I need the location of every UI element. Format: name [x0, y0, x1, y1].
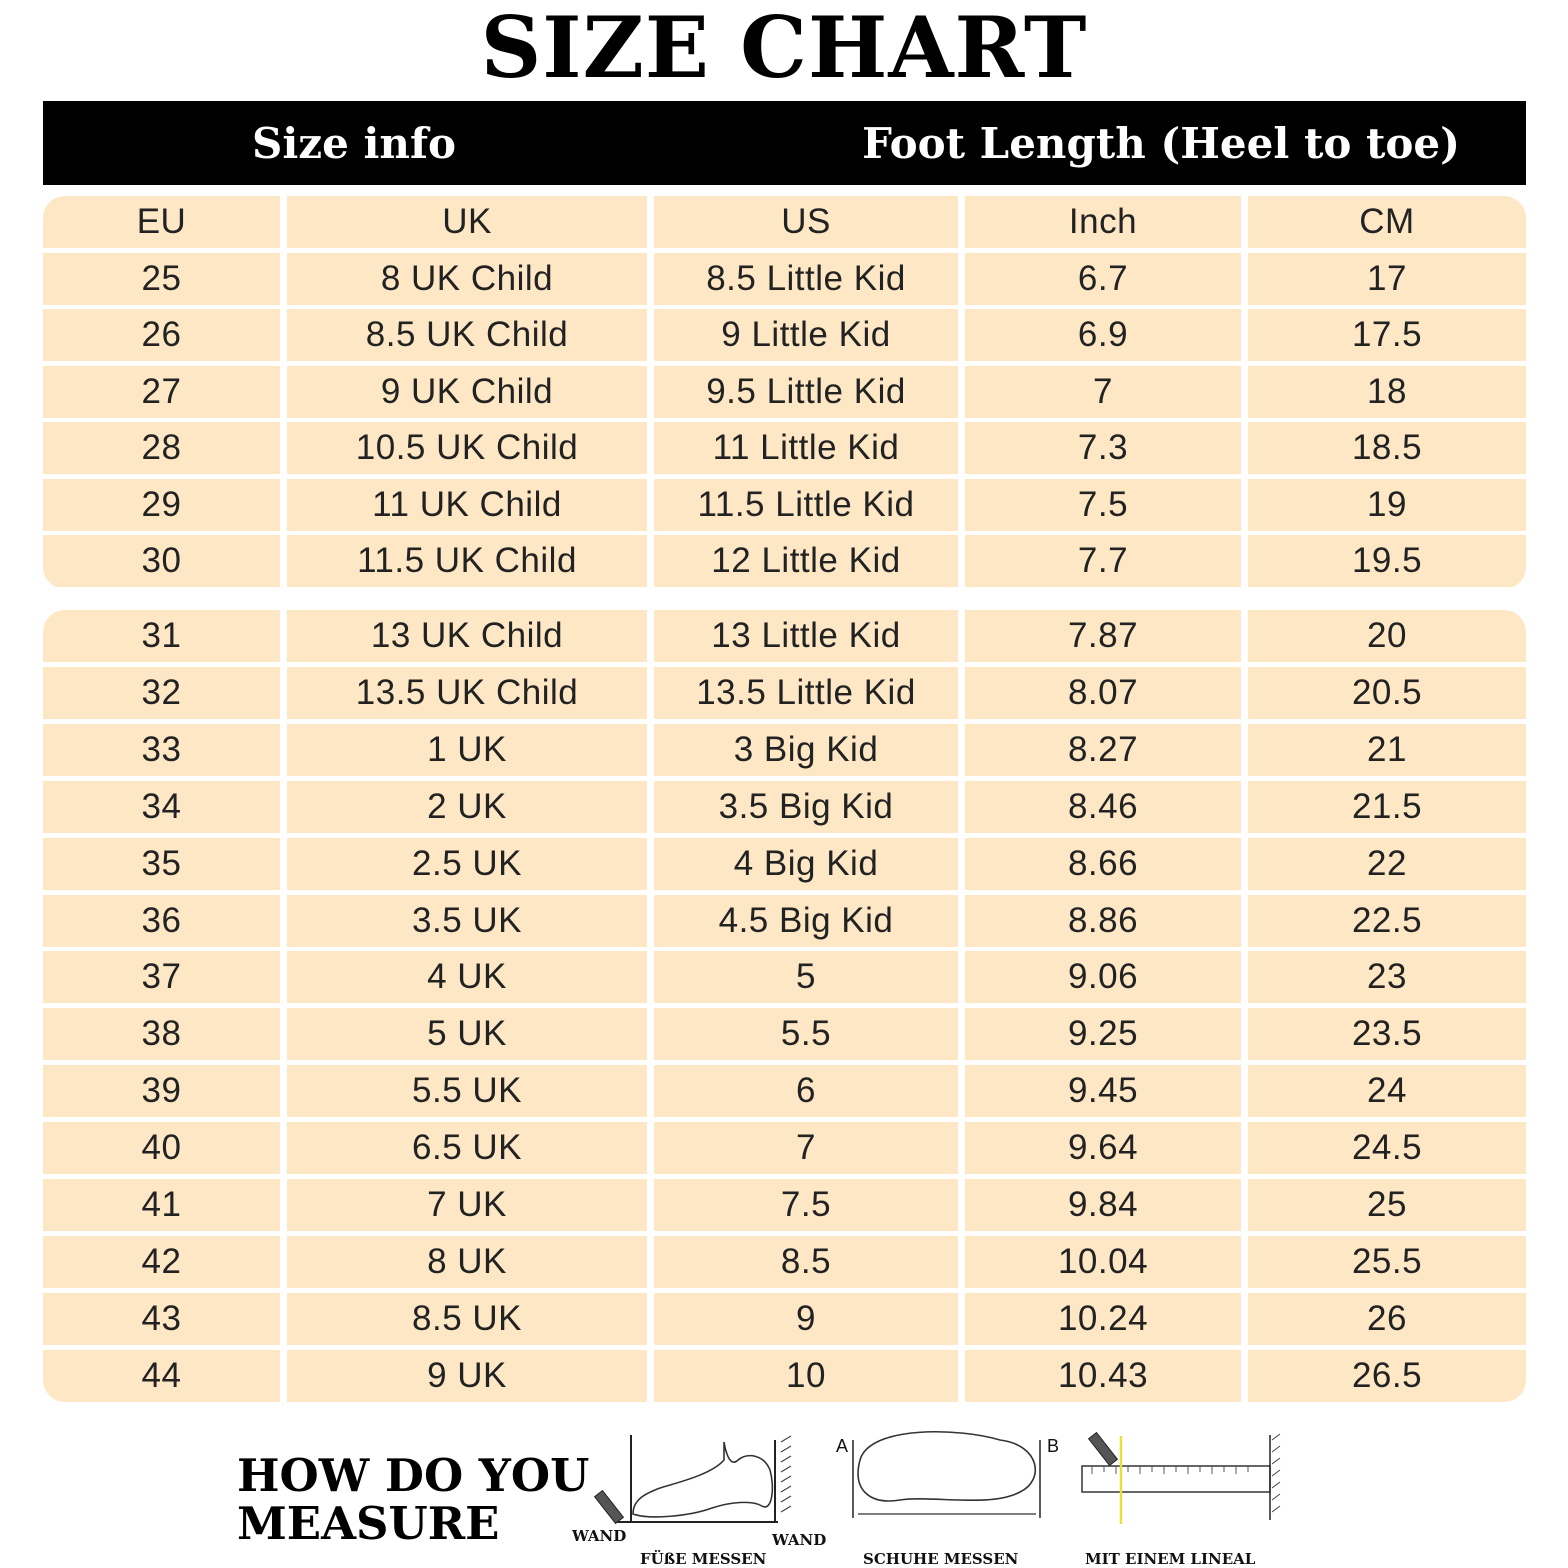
column-header-uk: UK [287, 196, 647, 248]
cell-eu: 33 [43, 724, 280, 776]
cell-inch: 9.45 [965, 1065, 1241, 1117]
step-measure-feet: FÜßE MESSEN [640, 1550, 767, 1568]
cell-cm: 24 [1248, 1065, 1526, 1117]
cell-uk: 5.5 UK [287, 1065, 647, 1117]
cell-uk: 11 UK Child [287, 479, 647, 531]
column-header-us: US [654, 196, 958, 248]
size-info-heading: Size info [252, 119, 457, 168]
cell-inch: 8.66 [965, 838, 1241, 890]
wall-label-left: WAND [572, 1527, 627, 1545]
cell-eu: 43 [43, 1293, 280, 1345]
cell-us: 13.5 Little Kid [654, 667, 958, 719]
cell-inch: 7.3 [965, 422, 1241, 474]
cell-uk: 2 UK [287, 781, 647, 833]
cell-us: 5.5 [654, 1008, 958, 1060]
cell-us: 6 [654, 1065, 958, 1117]
cell-cm: 17.5 [1248, 309, 1526, 361]
cell-eu: 29 [43, 479, 280, 531]
cell-eu: 38 [43, 1008, 280, 1060]
cell-us: 7.5 [654, 1179, 958, 1231]
foot-length-heading: Foot Length (Heel to toe) [862, 119, 1460, 168]
cell-cm: 26.5 [1248, 1350, 1526, 1402]
cell-inch: 10.04 [965, 1236, 1241, 1288]
how-to-measure-line-1: HOW DO YOU [237, 1449, 590, 1502]
cell-uk: 2.5 UK [287, 838, 647, 890]
cell-eu: 44 [43, 1350, 280, 1402]
cell-cm: 26 [1248, 1293, 1526, 1345]
cell-eu: 37 [43, 951, 280, 1003]
step-measure-ruler: MIT EINEM LINEAL [1085, 1550, 1256, 1568]
cell-uk: 1 UK [287, 724, 647, 776]
cell-us: 3 Big Kid [654, 724, 958, 776]
cell-eu: 27 [43, 366, 280, 418]
cell-eu: 35 [43, 838, 280, 890]
cell-us: 8.5 [654, 1236, 958, 1288]
measure-feet-diagram [595, 1435, 791, 1523]
cell-cm: 22 [1248, 838, 1526, 890]
cell-uk: 8 UK Child [287, 253, 647, 305]
step-measure-shoes: SCHUHE MESSEN [863, 1550, 1019, 1568]
cell-eu: 32 [43, 667, 280, 719]
cell-cm: 21.5 [1248, 781, 1526, 833]
cell-inch: 7.5 [965, 479, 1241, 531]
cell-inch: 9.64 [965, 1122, 1241, 1174]
cell-uk: 11.5 UK Child [287, 535, 647, 587]
cell-cm: 23 [1248, 951, 1526, 1003]
cell-cm: 20 [1248, 610, 1526, 662]
cell-inch: 9.84 [965, 1179, 1241, 1231]
cell-inch: 8.86 [965, 895, 1241, 947]
cell-eu: 26 [43, 309, 280, 361]
cell-uk: 7 UK [287, 1179, 647, 1231]
cell-inch: 8.07 [965, 667, 1241, 719]
column-header-cm: CM [1248, 196, 1526, 248]
cell-inch: 7.7 [965, 535, 1241, 587]
cell-uk: 5 UK [287, 1008, 647, 1060]
cell-cm: 24.5 [1248, 1122, 1526, 1174]
how-to-measure-line-2: MEASURE [237, 1497, 500, 1550]
cell-inch: 9.25 [965, 1008, 1241, 1060]
cell-inch: 10.43 [965, 1350, 1241, 1402]
cell-us: 9 [654, 1293, 958, 1345]
page-title: SIZE CHART [480, 0, 1088, 97]
cell-cm: 19 [1248, 479, 1526, 531]
cell-eu: 31 [43, 610, 280, 662]
cell-us: 7 [654, 1122, 958, 1174]
cell-cm: 20.5 [1248, 667, 1526, 719]
cell-eu: 28 [43, 422, 280, 474]
cell-inch: 10.24 [965, 1293, 1241, 1345]
cell-inch: 7 [965, 366, 1241, 418]
cell-inch: 6.9 [965, 309, 1241, 361]
cell-uk: 10.5 UK Child [287, 422, 647, 474]
cell-us: 5 [654, 951, 958, 1003]
cell-uk: 8.5 UK Child [287, 309, 647, 361]
point-a-label: A [836, 1436, 849, 1456]
cell-uk: 13.5 UK Child [287, 667, 647, 719]
cell-uk: 13 UK Child [287, 610, 647, 662]
cell-eu: 30 [43, 535, 280, 587]
measure-shoe-diagram [853, 1432, 1040, 1518]
cell-us: 9 Little Kid [654, 309, 958, 361]
wall-label-right: WAND [772, 1531, 827, 1549]
cell-cm: 18.5 [1248, 422, 1526, 474]
cell-us: 8.5 Little Kid [654, 253, 958, 305]
cell-eu: 25 [43, 253, 280, 305]
cell-uk: 9 UK [287, 1350, 647, 1402]
cell-eu: 39 [43, 1065, 280, 1117]
cell-uk: 9 UK Child [287, 366, 647, 418]
cell-inch: 8.27 [965, 724, 1241, 776]
cell-cm: 22.5 [1248, 895, 1526, 947]
cell-inch: 8.46 [965, 781, 1241, 833]
cell-eu: 34 [43, 781, 280, 833]
cell-eu: 36 [43, 895, 280, 947]
cell-us: 9.5 Little Kid [654, 366, 958, 418]
cell-inch: 7.87 [965, 610, 1241, 662]
cell-cm: 23.5 [1248, 1008, 1526, 1060]
cell-cm: 17 [1248, 253, 1526, 305]
cell-us: 3.5 Big Kid [654, 781, 958, 833]
cell-uk: 8 UK [287, 1236, 647, 1288]
cell-us: 4.5 Big Kid [654, 895, 958, 947]
cell-eu: 42 [43, 1236, 280, 1288]
cell-us: 11.5 Little Kid [654, 479, 958, 531]
cell-us: 11 Little Kid [654, 422, 958, 474]
column-header-eu: EU [43, 196, 280, 248]
measure-ruler-diagram [1082, 1433, 1280, 1524]
cell-us: 4 Big Kid [654, 838, 958, 890]
column-header-inch: Inch [965, 196, 1241, 248]
cell-cm: 25 [1248, 1179, 1526, 1231]
cell-eu: 41 [43, 1179, 280, 1231]
point-b-label: B [1047, 1436, 1060, 1456]
cell-eu: 40 [43, 1122, 280, 1174]
cell-us: 13 Little Kid [654, 610, 958, 662]
cell-uk: 4 UK [287, 951, 647, 1003]
cell-cm: 19.5 [1248, 535, 1526, 587]
cell-uk: 3.5 UK [287, 895, 647, 947]
cell-cm: 25.5 [1248, 1236, 1526, 1288]
cell-inch: 6.7 [965, 253, 1241, 305]
cell-us: 10 [654, 1350, 958, 1402]
cell-us: 12 Little Kid [654, 535, 958, 587]
cell-uk: 8.5 UK [287, 1293, 647, 1345]
cell-uk: 6.5 UK [287, 1122, 647, 1174]
cell-cm: 18 [1248, 366, 1526, 418]
cell-cm: 21 [1248, 724, 1526, 776]
cell-inch: 9.06 [965, 951, 1241, 1003]
